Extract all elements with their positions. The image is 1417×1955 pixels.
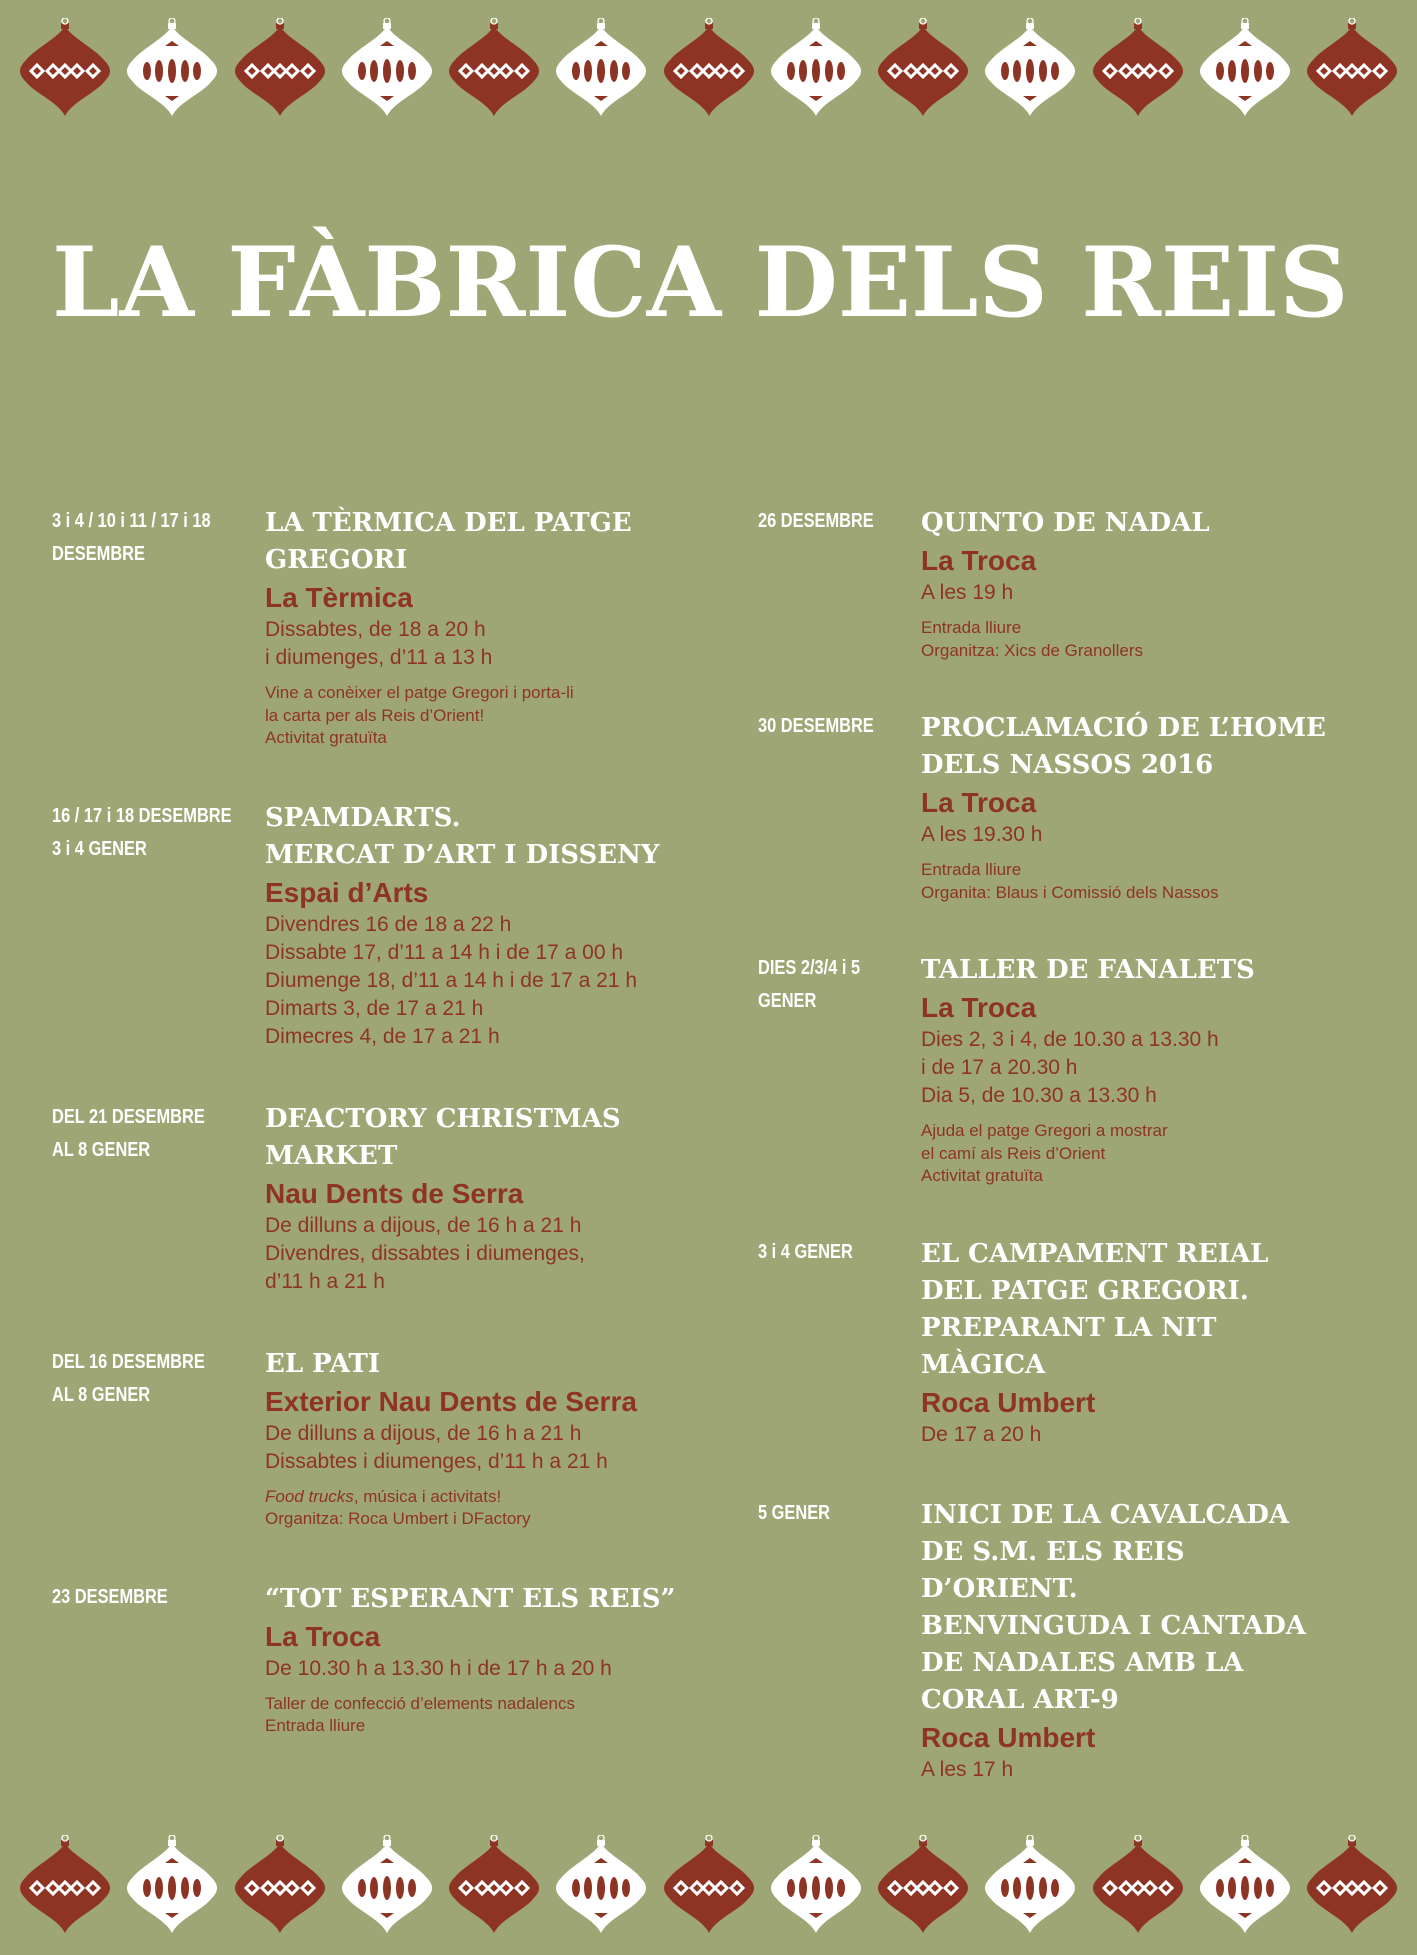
white-bauble-icon	[769, 18, 863, 118]
event-notes: Vine a conèixer el patge Gregori i porta-li la carta per als Reis d’Orient! Activitat gratuïta	[265, 683, 574, 747]
event-venue: La Tèrmica	[265, 582, 413, 613]
red-bauble-icon	[662, 1835, 756, 1935]
event-date: 23 DESEMBRE	[52, 1585, 168, 1608]
event-venue: La Troca	[265, 1620, 381, 1652]
event-termica	[52, 505, 732, 750]
event-date: 26 DESEMBRE	[758, 510, 874, 532]
red-bauble-icon	[876, 1835, 970, 1935]
event-date: DEL 21 DESEMBRE AL 8 GENER	[52, 1105, 205, 1161]
event-date: 3 i 4 GENER	[758, 1240, 853, 1263]
left-column	[52, 505, 732, 1738]
event-title: “TOT ESPERANT ELS REIS”	[265, 1583, 676, 1614]
white-bauble-icon	[340, 18, 434, 118]
red-bauble-icon	[662, 18, 756, 118]
white-bauble-icon	[983, 18, 1077, 118]
event-hours: A les 19 h	[921, 581, 1014, 604]
red-bauble-icon	[18, 18, 112, 118]
event-hours: Dies 2, 3 i 4, de 10.30 a 13.30 h i de 17 a 20.30 h Dia 5, de 10.30 a 13.30 h	[921, 1028, 1219, 1107]
event-notes	[265, 1486, 732, 1531]
event-title: INICI DE LA CAVALCADA DE S.M. ELS REIS D’ORIENT. BENVINGUDA I CANTADA DE NADALES AMB LA CORAL ART-9	[921, 1499, 1306, 1715]
red-bauble-icon	[447, 18, 541, 118]
event-venue: Roca Umbert	[921, 1721, 1096, 1753]
ornament-row-top	[0, 18, 1417, 138]
red-bauble-icon	[1091, 18, 1185, 118]
event-quinto	[758, 505, 1378, 662]
event-venue: La Troca	[921, 545, 1037, 576]
right-column	[758, 505, 1378, 1784]
event-hours: De dilluns a dijous, de 16 h a 21 h Dissabtes i diumenges, d’11 h a 21 h	[265, 1421, 608, 1473]
event-hours: Divendres 16 de 18 a 22 h Dissabte 17, d’11 a 14 h i de 17 a 00 h Diumenge 18, d’11 a 14 h i de 17 a 21 h Dimarts 3, de 17 a 21 h Dimecres 4, de 17 a 21 h	[265, 912, 638, 1048]
event-notes: Ajuda el patge Gregori a mostrar el camí als Reis d’Orient Activitat gratuïta	[921, 1121, 1168, 1185]
event-title: EL CAMPAMENT REIAL DEL PATGE GREGORI. PREPARANT LA NIT MÀGICA	[921, 1238, 1269, 1380]
event-venue: Nau Dents de Serra	[265, 1177, 524, 1209]
event-notes: Entrada lliure Organita: Blaus i Comissió dels Nassos	[921, 860, 1219, 902]
event-title: TALLER DE FANALETS	[921, 955, 1255, 985]
event-hours: A les 19.30 h	[921, 823, 1043, 846]
event-title: LA TÈRMICA DEL PATGE GREGORI	[265, 508, 632, 575]
event-hours: A les 17 h	[921, 1757, 1014, 1781]
event-venue: La Troca	[921, 992, 1037, 1023]
white-bauble-icon	[125, 18, 219, 118]
event-title: QUINTO DE NADAL	[921, 508, 1210, 538]
red-bauble-icon	[1305, 1835, 1399, 1935]
event-proclamacio	[758, 710, 1378, 904]
event-el-pati	[52, 1346, 732, 1531]
event-hours: De dilluns a dijous, de 16 h a 21 h Divendres, dissabtes i diumenges, d’11 h a 21 h	[265, 1213, 585, 1293]
event-title: EL PATI	[265, 1348, 381, 1379]
event-fanalets	[758, 952, 1378, 1188]
red-bauble-icon	[233, 18, 327, 118]
white-bauble-icon	[125, 1835, 219, 1935]
notes-text: , música i activitats! Organitza: Roca Umbert i DFactory	[265, 1486, 531, 1528]
event-cavalcada	[758, 1497, 1378, 1784]
event-date: DEL 16 DESEMBRE AL 8 GENER	[52, 1350, 205, 1406]
event-date: 30 DESEMBRE	[758, 715, 874, 737]
red-bauble-icon	[1305, 18, 1399, 118]
event-venue: Espai d’Arts	[265, 876, 429, 908]
red-bauble-icon	[876, 18, 970, 118]
white-bauble-icon	[1198, 18, 1292, 118]
event-title: SPAMDARTS. MERCAT D’ART I DISSENY	[265, 802, 660, 870]
event-hours: De 10.30 h a 13.30 h i de 17 h a 20 h	[265, 1656, 612, 1680]
white-bauble-icon	[983, 1835, 1077, 1935]
red-bauble-icon	[447, 1835, 541, 1935]
event-spamdarts	[52, 800, 732, 1051]
white-bauble-icon	[554, 1835, 648, 1935]
red-bauble-icon	[18, 1835, 112, 1935]
event-title: DFACTORY CHRISTMAS MARKET	[265, 1103, 621, 1171]
event-hours: De 17 a 20 h	[921, 1422, 1042, 1446]
event-dfactory-market	[52, 1101, 732, 1296]
event-venue: La Troca	[921, 787, 1037, 818]
white-bauble-icon	[1198, 1835, 1292, 1935]
event-notes: Entrada lliure Organitza: Xics de Granollers	[921, 618, 1144, 660]
event-campament	[758, 1236, 1378, 1449]
event-date: 3 i 4 / 10 i 11 / 17 i 18 DESEMBRE	[52, 510, 211, 565]
red-bauble-icon	[1091, 1835, 1185, 1935]
event-tot-esperant	[52, 1581, 732, 1738]
event-date: DIES 2/3/4 i 5 GENER	[758, 957, 861, 1012]
event-date: 5 GENER	[758, 1501, 831, 1524]
event-date: 16 / 17 i 18 DESEMBRE 3 i 4 GENER	[52, 804, 232, 860]
notes-emphasis: Food trucks	[265, 1486, 354, 1506]
event-title: PROCLAMACIÓ DE L’HOME DELS NASSOS 2016	[921, 713, 1326, 780]
white-bauble-icon	[554, 18, 648, 118]
event-venue: Exterior Nau Dents de Serra	[265, 1385, 637, 1417]
ornament-row-bottom	[0, 1835, 1417, 1955]
page-title: LA FÀBRICA DELS REIS	[52, 226, 1349, 339]
event-venue: Roca Umbert	[921, 1386, 1096, 1418]
white-bauble-icon	[340, 1835, 434, 1935]
white-bauble-icon	[769, 1835, 863, 1935]
red-bauble-icon	[233, 1835, 327, 1935]
event-notes: Taller de confecció d’elements nadalencs Entrada lliure	[265, 1693, 575, 1735]
event-hours: Dissabtes, de 18 a 20 h i diumenges, d’11 a 13 h	[265, 618, 493, 669]
